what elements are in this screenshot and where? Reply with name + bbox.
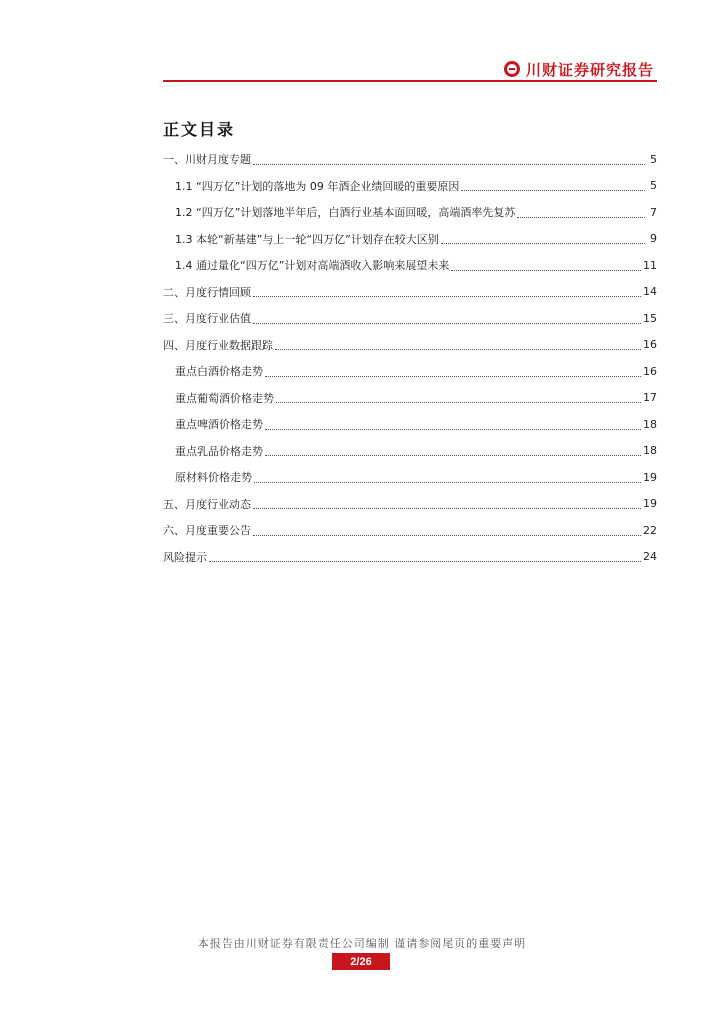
toc-entry-label: 一、川财月度专题 — [163, 153, 251, 167]
toc-entry-page: 14 — [643, 285, 657, 299]
toc-entry-label: 六、月度重要公告 — [163, 524, 251, 538]
header-brand — [504, 58, 654, 80]
toc-dot-leader — [265, 366, 641, 377]
toc-entry-page: 16 — [643, 364, 657, 378]
toc-entry-page: 19 — [643, 497, 657, 511]
toc-entry[interactable] — [163, 544, 657, 571]
toc-entry[interactable] — [163, 199, 657, 226]
toc-entry-label: 1.2 “四万亿”计划落地半年后，白酒行业基本面回暖，高端酒率先复苏 — [175, 206, 516, 220]
toc-dot-leader — [209, 551, 641, 562]
toc-dot-leader — [461, 180, 645, 191]
toc-entry-page: 9 — [650, 232, 657, 246]
toc-entry-page: 18 — [643, 417, 657, 431]
toc-dot-leader — [254, 472, 641, 483]
toc-entry-page: 5 — [650, 179, 657, 193]
toc-entry-page: 22 — [643, 523, 657, 537]
toc-dot-leader — [275, 339, 641, 350]
toc-entry-label: 三、月度行业估值 — [163, 312, 251, 326]
toc-entry-label: 重点啤酒价格走势 — [175, 418, 263, 432]
toc-entry[interactable] — [163, 173, 657, 200]
toc-entry-page: 19 — [643, 470, 657, 484]
footer-disclaimer: 本报告由川财证券有限责任公司编制 谨请参阅尾页的重要声明 — [197, 937, 527, 950]
toc-list — [163, 146, 657, 570]
toc-entry-label: 原材料价格走势 — [175, 471, 252, 485]
toc-entry-page: 5 — [650, 152, 657, 166]
toc-entry-label: 二、月度行情回顾 — [163, 285, 251, 299]
toc-title: 正文目录 — [163, 120, 236, 139]
toc-entry[interactable] — [163, 411, 657, 438]
toc-entry[interactable] — [163, 252, 657, 279]
header-divider — [163, 80, 657, 82]
toc-entry[interactable] — [163, 385, 657, 412]
brand-name: 川财证券研究报告 — [525, 60, 654, 79]
toc-dot-leader — [451, 260, 641, 271]
toc-entry[interactable] — [163, 279, 657, 306]
toc-entry[interactable] — [163, 305, 657, 332]
toc-dot-leader — [253, 313, 641, 324]
toc-entry[interactable] — [163, 358, 657, 385]
toc-entry[interactable] — [163, 491, 657, 518]
toc-entry[interactable] — [163, 146, 657, 173]
toc-entry-label: 重点白酒价格走势 — [175, 365, 263, 379]
toc-entry-label: 风险提示 — [163, 550, 207, 564]
toc-entry[interactable] — [163, 517, 657, 544]
toc-dot-leader — [441, 233, 645, 244]
toc-entry-label: 1.4 通过量化“四万亿”计划对高端酒收入影响来展望未来 — [175, 259, 450, 273]
toc-entry[interactable] — [163, 332, 657, 359]
toc-entry-page: 11 — [643, 258, 657, 272]
toc-entry[interactable] — [163, 464, 657, 491]
toc-dot-leader — [276, 392, 641, 403]
toc-entry-page: 24 — [643, 550, 657, 564]
toc-entry-page: 15 — [643, 311, 657, 325]
toc-dot-leader — [253, 525, 641, 536]
toc-entry-page: 16 — [643, 338, 657, 352]
page-number-badge: 2/26 — [332, 953, 390, 970]
toc-entry-page: 17 — [643, 391, 657, 405]
toc-entry[interactable] — [163, 438, 657, 465]
toc-dot-leader — [517, 207, 645, 218]
toc-entry-label: 五、月度行业动态 — [163, 497, 251, 511]
toc-entry-label: 1.1 “四万亿”计划的落地为 09 年酒企业绩回暖的重要原因 — [175, 179, 460, 193]
toc-entry-label: 重点葡萄酒价格走势 — [175, 391, 274, 405]
toc-entry[interactable] — [163, 226, 657, 253]
chuancai-logo-icon — [504, 61, 520, 77]
toc-entry-label: 重点乳品价格走势 — [175, 444, 263, 458]
toc-dot-leader — [253, 498, 641, 509]
toc-dot-leader — [265, 419, 641, 430]
toc-entry-label: 1.3 本轮“新基建”与上一轮“四万亿”计划存在较大区别 — [175, 232, 439, 246]
toc-dot-leader — [253, 286, 641, 297]
toc-dot-leader — [253, 154, 645, 165]
toc-entry-label: 四、月度行业数据跟踪 — [163, 338, 273, 352]
toc-entry-page: 18 — [643, 444, 657, 458]
toc-dot-leader — [265, 445, 641, 456]
toc-entry-page: 7 — [650, 205, 657, 219]
